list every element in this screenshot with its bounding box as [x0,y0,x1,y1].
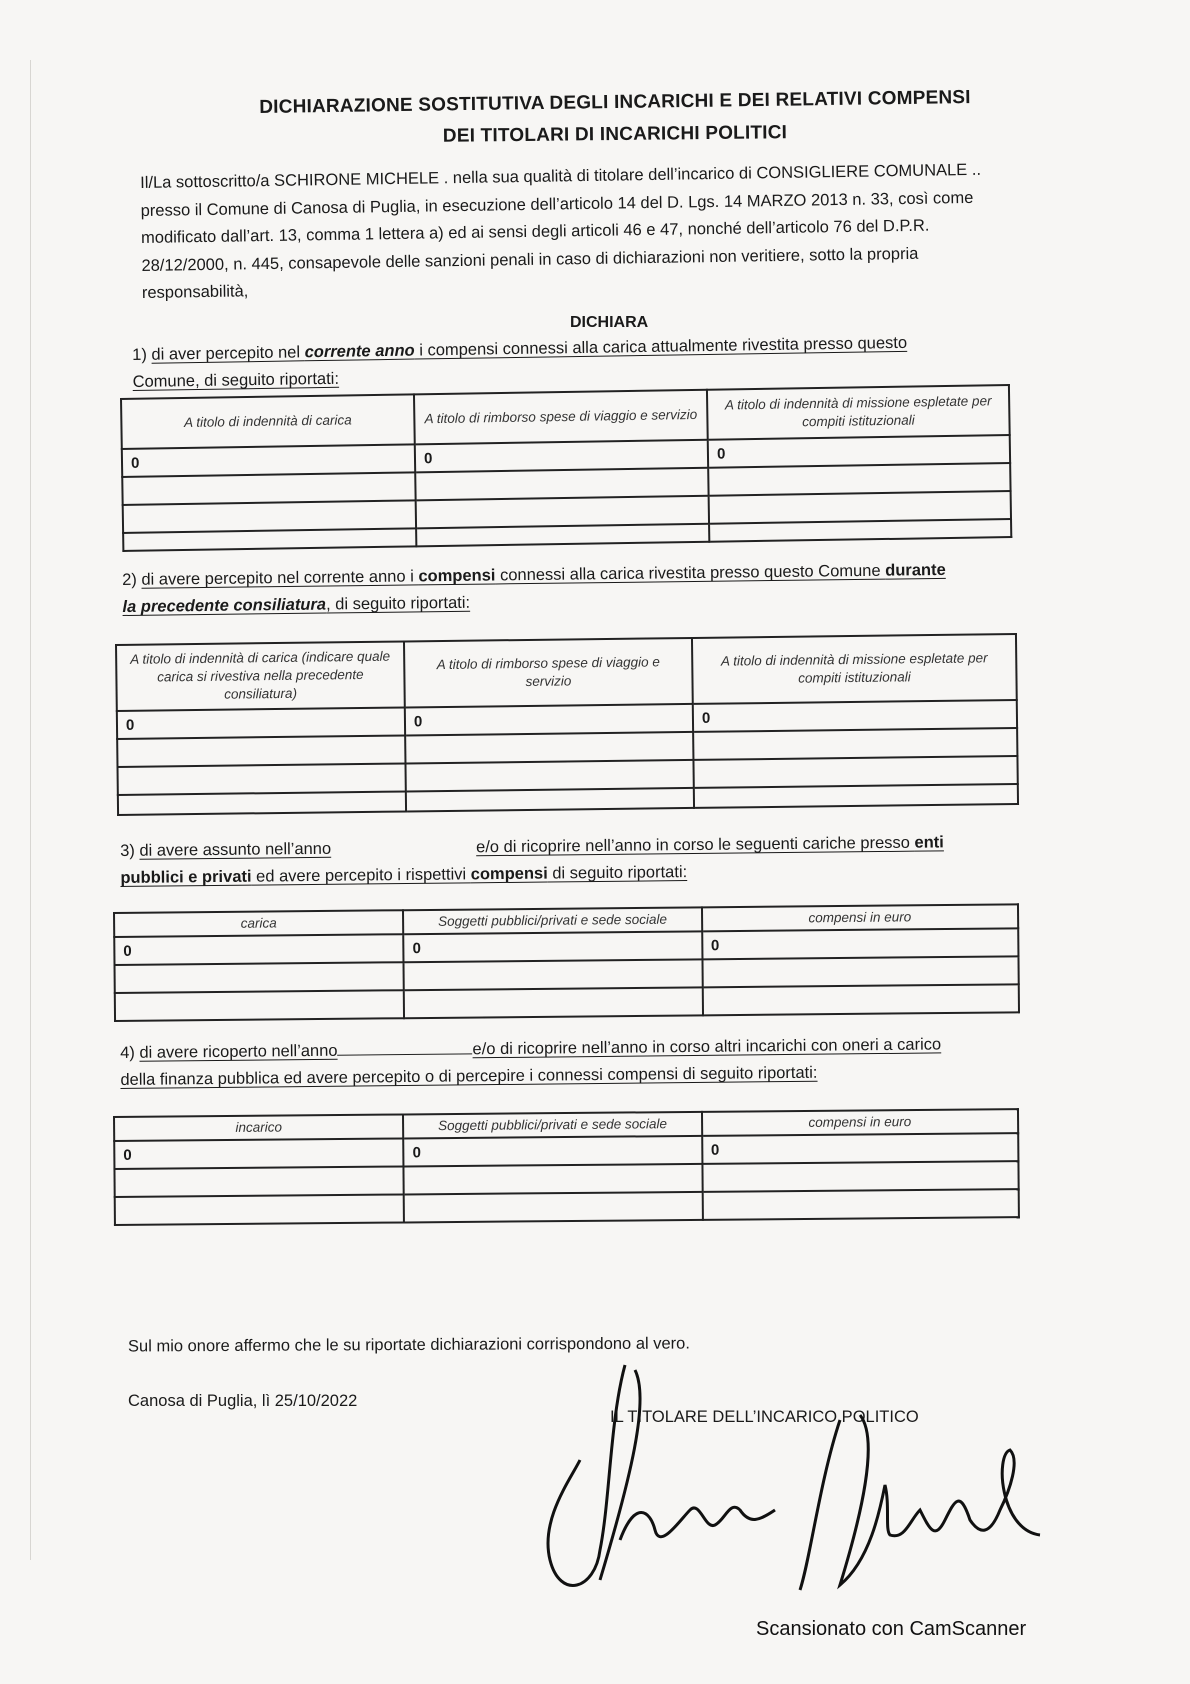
page-edge-shadow [30,60,31,1560]
table-header: Soggetti pubblici/privati e sede sociale [403,1112,702,1139]
table-cell: 0 [403,1136,702,1167]
section-3-table [113,903,1020,1022]
table-header-row [116,634,1017,711]
table-header: A titolo di indennità di carica [121,394,415,449]
intro-line: responsabilità, [141,282,249,302]
table-cell: 0 [114,934,404,965]
table-cell: 0 [693,700,1017,732]
table-header: A titolo di rimborso spese di viaggio e servizio [404,638,693,708]
table-cell: 0 [708,435,1010,468]
table-header: incarico [114,1114,403,1141]
table-cell: 0 [114,1138,403,1169]
intro-line: presso il Comune di Canosa di Puglia, in esecuzione dell’articolo 14 del D. Lgs. 14 MARZO 2013 n. 33, così come [140,188,974,220]
table-cell: 0 [415,440,708,473]
table-header: A titolo di indennità di missione espletate per compiti istituzionali [707,385,1010,440]
table-cell: 0 [702,1133,1019,1164]
section-1-text: 1) di aver percepito nel corrente anno i compensi connessi alla carica attualmente rivestita presso questo Comune, di seguito riportati: [132,333,908,391]
signature-title: IL TITOLARE DELL’INCARICO POLITICO [610,1408,919,1426]
table-header: A titolo di rimborso spese di viaggio e servizio [414,390,708,445]
intro-line: 28/12/2000, n. 445, consapevole delle sanzioni penali in caso di dichiarazioni non veritiere, sotto la propria [141,244,919,275]
table-header: carica [114,910,403,937]
document-title: DICHIARAZIONE SOSTITUTIVA DEGLI INCARICHI E DEI RELATIVI COMPENSI [259,87,971,118]
table-cell: 0 [702,928,1019,959]
section-3-text: 3) di avere assunto nell’anno e/o di ricoprire nell’anno in corso le seguenti cariche presso enti pubblici e privati ed avere percepito i rispettivi compensi di seguito riportati: [120,833,944,887]
table-header: compensi in euro [702,1109,1019,1136]
section-2-text: 2) di avere percepito nel corrente anno i compensi connessi alla carica rivestita presso questo Comune durante la precedente consiliatura, di seguito riportati: [122,560,946,616]
camscanner-footer: Scansionato con CamScanner [756,1618,1027,1640]
intro-line: modificato dall’art. 13, comma 1 lettera a) ed ai sensi degli articoli 46 e 47, nonché dell’articolo 76 del D.P.R. [140,216,930,247]
section-4-table [113,1108,1020,1226]
document-subtitle: DEI TITOLARI DI INCARICHI POLITICI [442,122,788,147]
table-header: A titolo di indennità di missione espletate per compiti istituzionali [692,634,1017,704]
intro-line: Il/La sottoscritto/a SCHIRONE MICHELE . nella sua qualità di titolare dell’incarico di CONSIGLIERE COMUNALE .. [140,160,982,192]
intro-paragraph [140,155,1072,307]
table-header: Soggetti pubblici/privati e sede sociale [403,907,702,934]
table-cell: 0 [405,704,693,736]
table-cell: 0 [403,931,702,962]
section-1-table [120,384,1012,552]
dichiara-heading: DICHIARA [570,314,649,331]
section-4-text: 4) di avere ricoperto nell’anno e/o di ricoprire nell’anno in corso altri incarichi con oneri a carico della finanza pubblica ed avere percepito o di percepire i connessi compensi di seguito riportati: [120,1035,942,1089]
table-header: A titolo di indennità di carica (indicare quale carica si rivestiva nella precedente consiliatura) [116,641,405,711]
table-header: compensi in euro [702,904,1019,931]
closing-statement: Sul mio onore affermo che le su riportate dichiarazioni corrispondono al vero. [127,1334,690,1356]
table-cell: 0 [122,444,415,477]
section-2-table [115,633,1019,816]
place-date: Canosa di Puglia, lì 25/10/2022 [128,1392,358,1410]
table-cell: 0 [117,707,405,739]
handwritten-signature [540,1360,1060,1620]
